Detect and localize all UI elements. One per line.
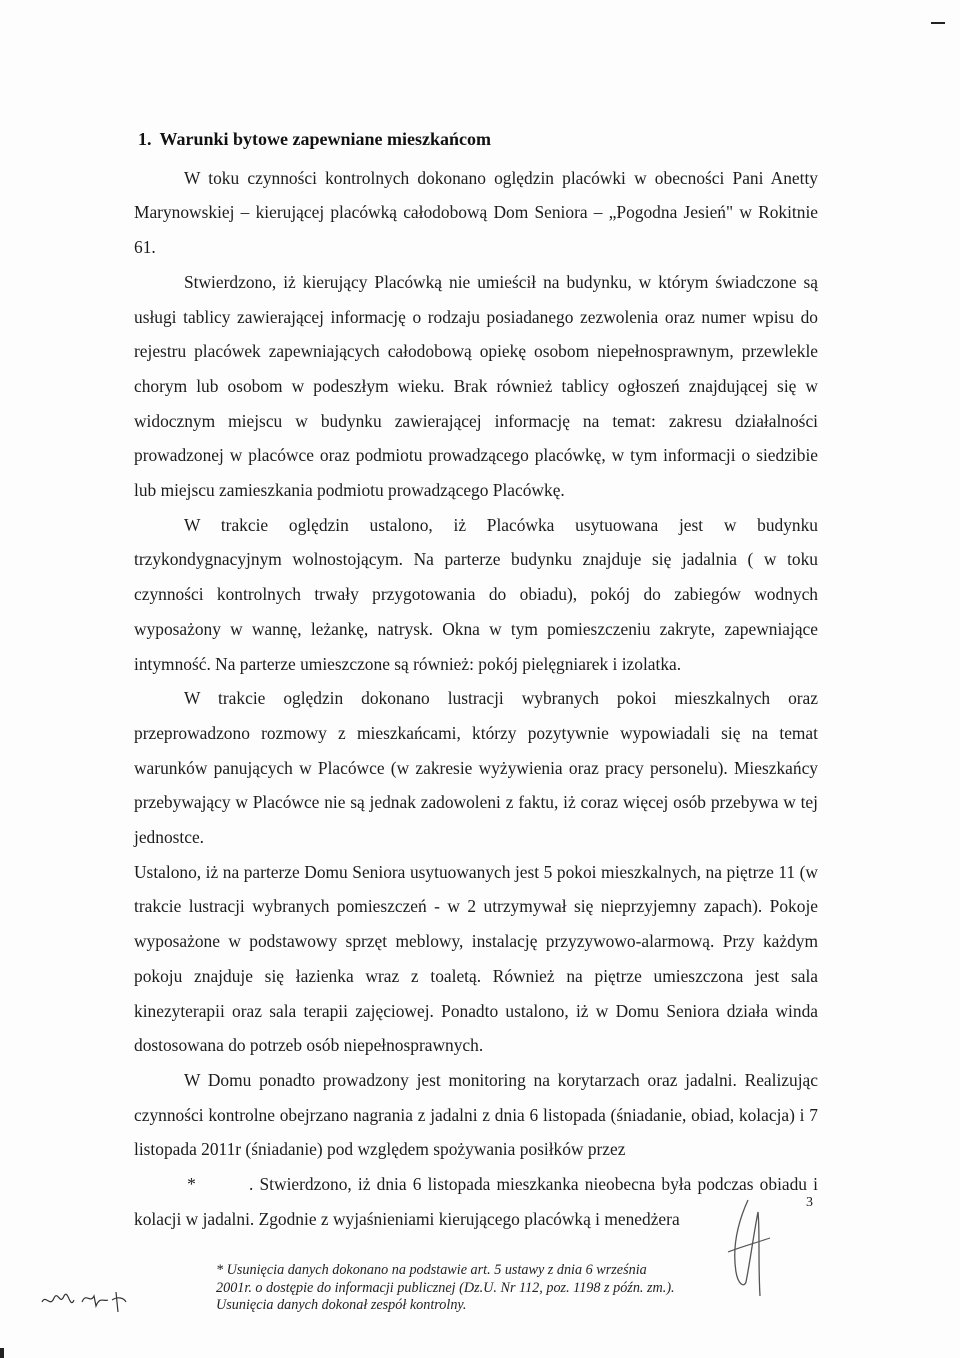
paragraph-7-text: . Stwierdzono, iż dnia 6 listopada mieszkanka nieobecna była podczas obiadu i kolacji w jadalni. Zgodnie z wyjaśnieniami kierującego placówką i menedżera <box>134 1174 818 1229</box>
scan-mark-bottom-left <box>0 1348 4 1358</box>
handwritten-initials-left <box>40 1282 130 1322</box>
section-heading <box>138 122 818 157</box>
paragraph-3: W trakcie oględzin ustalono, iż Placówka usytuowana jest w budynku trzykondygnacyjnym wolnostojącym. Na parterze budynku znajduje się jadalnia ( w toku czynności kontrolnych trwały przygotowania do obiadu), pokój do zabiegów wodnych wyposażony w wannę, leżankę, natrysk. Okna w tym pomieszczeniu zakryte, zapewniające intymność. Na parterze umieszczone są również: pokój pielęgniarek i izolatka. <box>134 514 818 674</box>
paragraph-7 <box>134 1167 818 1236</box>
redaction-mark: * <box>187 1174 196 1195</box>
page-number: 3 <box>806 1195 813 1210</box>
document-body <box>134 122 818 1237</box>
paragraph-2: Stwierdzono, iż kierujący Placówką nie umieścił na budynku, w którym świadczone są usługi tablicy zawierającej informację o rodzaju posiadanego zezwolenia oraz numer wpisu do rejestru placówek zapewniających całodobową opiekę osobom niepełnosprawnym, przewlekle chorym lub osobom w podeszłym wieku. Brak również tablicy ogłoszeń znajdującej się w widocznym miejscu w budynku zawierającej informację na temat: zakresu działalności prowadzonej w placówce oraz podmiotu prowadzącego placówkę, w tym informacji o siedzibie lub miejscu zamieszkania podmiotu prowadzącego Placówkę. <box>134 271 818 501</box>
paragraph-4: W trakcie oględzin dokonano lustracji wybranych pokoi mieszkalnych oraz przeprowadzono rozmowy z mieszkańcami, którzy pozytywnie wypowiadali się na temat warunków panujących w Placówce (w zakresie wyżywienia oraz pracy personelu). Mieszkańcy przebywający w Placówce nie są jednak zadowoleni z faktu, iż coraz więcej osób przebywa w tej jednostce. <box>134 688 818 848</box>
section-title: Warunki bytowe zapewniane mieszkańcom <box>159 129 492 149</box>
paragraph-6: W Domu ponadto prowadzony jest monitoring na korytarzach oraz jadalni. Realizując czynności kontrolne obejrzano nagrania z jadalni z dnia 6 listopada (śniadanie, obiad, kolacja) i 7 listopada 2011r (śniadanie) pod względem spożywania posiłków przez <box>134 1069 818 1160</box>
section-number: 1. <box>138 129 152 149</box>
paragraph-5: Ustalono, iż na parterze Domu Seniora usytuowanych jest 5 pokoi mieszkalnych, na piętrze 11 (w trakcie lustracji wybranych pomieszczeń - w 2 utrzymywał się nieprzyjemny zapach). Pokoje wyposażone w podstawowy sprzęt meblowy, instalację przyzywowo-alarmową. Przy każdym pokoju znajduje się łazienka wraz z toaletą. Również na piętrze umieszczona jest sala kinezyterapii oraz sala terapii zajęciowej. Ponadto ustalono, iż w Domu Seniora działa winda dostosowana do potrzeb osób niepełnosprawnych. <box>134 861 818 1056</box>
handwritten-signature-right <box>718 1192 778 1302</box>
footnote: * Usunięcia danych dokonano na podstawie art. 5 ustawy z dnia 6 września 2001r. o dostępie do informacji publicznej (Dz.U. Nr 112, poz. 1198 z późn. zm.). Usunięcia danych dokonał zespół kontrolny. <box>216 1262 675 1313</box>
scan-mark-top-right <box>931 22 945 24</box>
paragraph-1: W toku czynności kontrolnych dokonano oględzin placówki w obecności Pani Anetty Marynowskiej – kierującej placówką całodobową Dom Seniora – „Pogodna Jesień" w Rokitnie 61. <box>134 167 818 258</box>
